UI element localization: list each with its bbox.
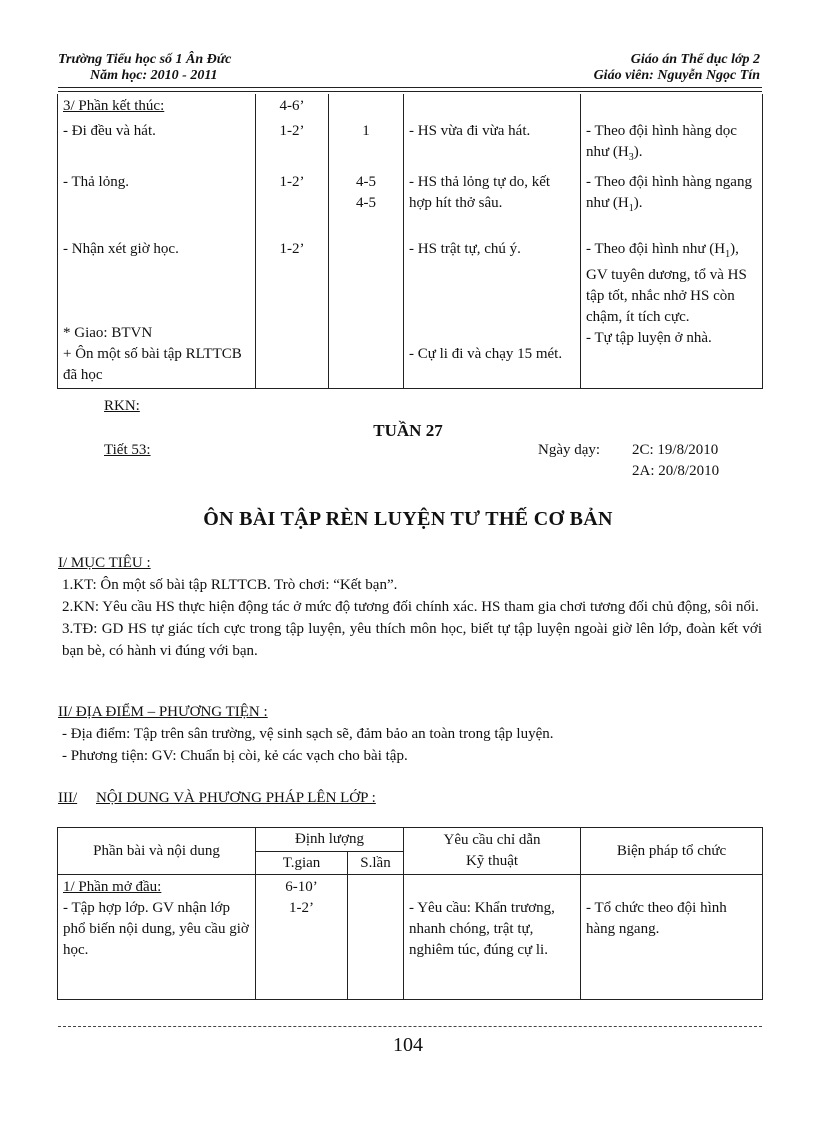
header-quantity: Định lượng — [256, 828, 404, 852]
cell-reps: 4-5 4-5 — [329, 170, 404, 237]
objective-knowledge: 1.KT: Ôn một số bài tập RLTTCB. Trò chơi: “Kết bạn”. — [62, 577, 398, 593]
table-row — [58, 119, 763, 170]
section2-body — [58, 723, 762, 767]
cell — [329, 94, 404, 119]
section2-heading: II/ ĐỊA ĐIỂM – PHƯƠNG TIỆN : — [58, 704, 268, 720]
footer-rule — [58, 1026, 762, 1027]
teaching-day-2c: 2C: 19/8/2010 — [632, 442, 719, 458]
cell-content: - Nhận xét giờ học. * Giao: BTVN + Ôn một số bài tập RLTTCB đã học — [58, 237, 256, 389]
lesson-label: Tiết 53: — [104, 442, 151, 458]
cell-requirement: - HS vừa đi vừa hát. — [404, 119, 581, 170]
cell-reps — [348, 875, 404, 1000]
header-content: Phần bài và nội dung — [58, 828, 256, 875]
cell — [404, 94, 581, 119]
header-method: Biện pháp tổ chức — [581, 828, 763, 875]
table-row — [58, 875, 763, 1000]
cell-content: - Đi đều và hát. — [58, 119, 256, 170]
section3-prefix: III/ — [58, 790, 78, 806]
cell-content: - Thả lỏng. — [58, 170, 256, 237]
header-requirement: Yêu cầu chỉ dẫn Kỹ thuật — [404, 828, 581, 875]
cell-requirement: - Yêu cầu: Khẩn trương, nhanh chóng, trật tự, nghiêm túc, đúng cự li. — [404, 875, 581, 1000]
cell-time: 1-2’ — [256, 237, 329, 389]
cell — [58, 94, 256, 119]
table-row — [58, 170, 763, 237]
part-end-label: 3/ Phần kết thúc: — [63, 98, 165, 114]
cell-time: 4-6’ — [256, 94, 329, 119]
cell-reps: 1 — [329, 119, 404, 170]
cell-time: 6-10’ 1-2’ — [256, 875, 348, 1000]
table-row — [58, 94, 763, 119]
header-time: T.gian — [256, 851, 348, 875]
page-title: ÔN BÀI TẬP RÈN LUYỆN TƯ THẾ CƠ BẢN — [203, 508, 613, 530]
teaching-day-2a: 2A: 20/8/2010 — [632, 463, 720, 479]
table-row — [58, 237, 763, 389]
header-year: Năm học: 2010 - 2011 — [90, 68, 218, 83]
teaching-day-label: Ngày dạy: — [538, 442, 601, 458]
cell-requirement: - HS trật tự, chú ý. - Cự li đi và chạy 15 mét. — [404, 237, 581, 389]
cell-requirement: - HS thả lỏng tự do, kết hợp hít thở sâu. — [404, 170, 581, 237]
cell — [581, 94, 763, 119]
venue-line: - Địa điểm: Tập trên sân trường, vệ sinh sạch sẽ, đảm bảo an toàn trong tập luyện. — [62, 726, 554, 742]
page-number: 104 — [393, 1034, 423, 1056]
cell-time: 1-2’ — [256, 119, 329, 170]
header-school: Trường Tiểu học số 1 Ân Đức — [58, 52, 232, 67]
table-header-row — [58, 828, 763, 852]
cell-method: - Tổ chức theo đội hình hàng ngang. — [581, 875, 763, 1000]
week-title: TUẦN 27 — [373, 421, 443, 440]
equipment-line: - Phương tiện: GV: Chuẩn bị còi, kẻ các vạch cho bài tập. — [62, 748, 408, 764]
section3-heading: NỘI DUNG VÀ PHƯƠNG PHÁP LÊN LỚP : — [96, 790, 376, 806]
lesson-plan-table — [57, 827, 763, 1000]
cell-method: - Theo đội hình như $(H_1)$, GV tuyên dương, tổ và HS tập tốt, nhắc nhở HS còn chậm, ít tích cực. - Tự tập luyện ở nhà. — [581, 237, 763, 389]
objective-attitude: 3.TĐ: GD HS tự giác tích cực trong tập luyện, yêu thích môn học, biết tự tập luyện ngoài giờ lên lớp, đoàn kết với bạn bè, có hành vi đúng với bạn. — [62, 621, 762, 659]
header-teacher: Giáo viên: Nguyễn Ngọc Tín — [593, 68, 760, 83]
cell-content: 1/ Phần mở đầu: - Tập hợp lớp. GV nhận lớp phổ biến nội dung, yêu cầu giờ học. — [58, 875, 256, 1000]
header-rule-top — [58, 87, 762, 88]
cell-method: - Theo đội hình hàng ngang như $(H_1)$. — [581, 170, 763, 237]
header-rule-bottom — [58, 91, 762, 92]
objective-skill: 2.KN: Yêu cầu HS thực hiện động tác ở mức độ tương đối chính xác. HS tham gia chơi tương đối chủ động, sôi nổi. — [62, 599, 759, 615]
cell-method: - Theo đội hình hàng dọc như $(H_3)$. — [581, 119, 763, 170]
section1-body — [58, 574, 762, 662]
section1-heading: I/ MỤC TIÊU : — [58, 555, 151, 571]
cell-time: 1-2’ — [256, 170, 329, 237]
cell-reps — [329, 237, 404, 389]
header-reps: S.lần — [348, 851, 404, 875]
header-subject: Giáo án Thể dục lớp 2 — [630, 52, 760, 67]
rkn-label: RKN: — [104, 398, 140, 414]
top-lesson-table — [57, 94, 763, 389]
